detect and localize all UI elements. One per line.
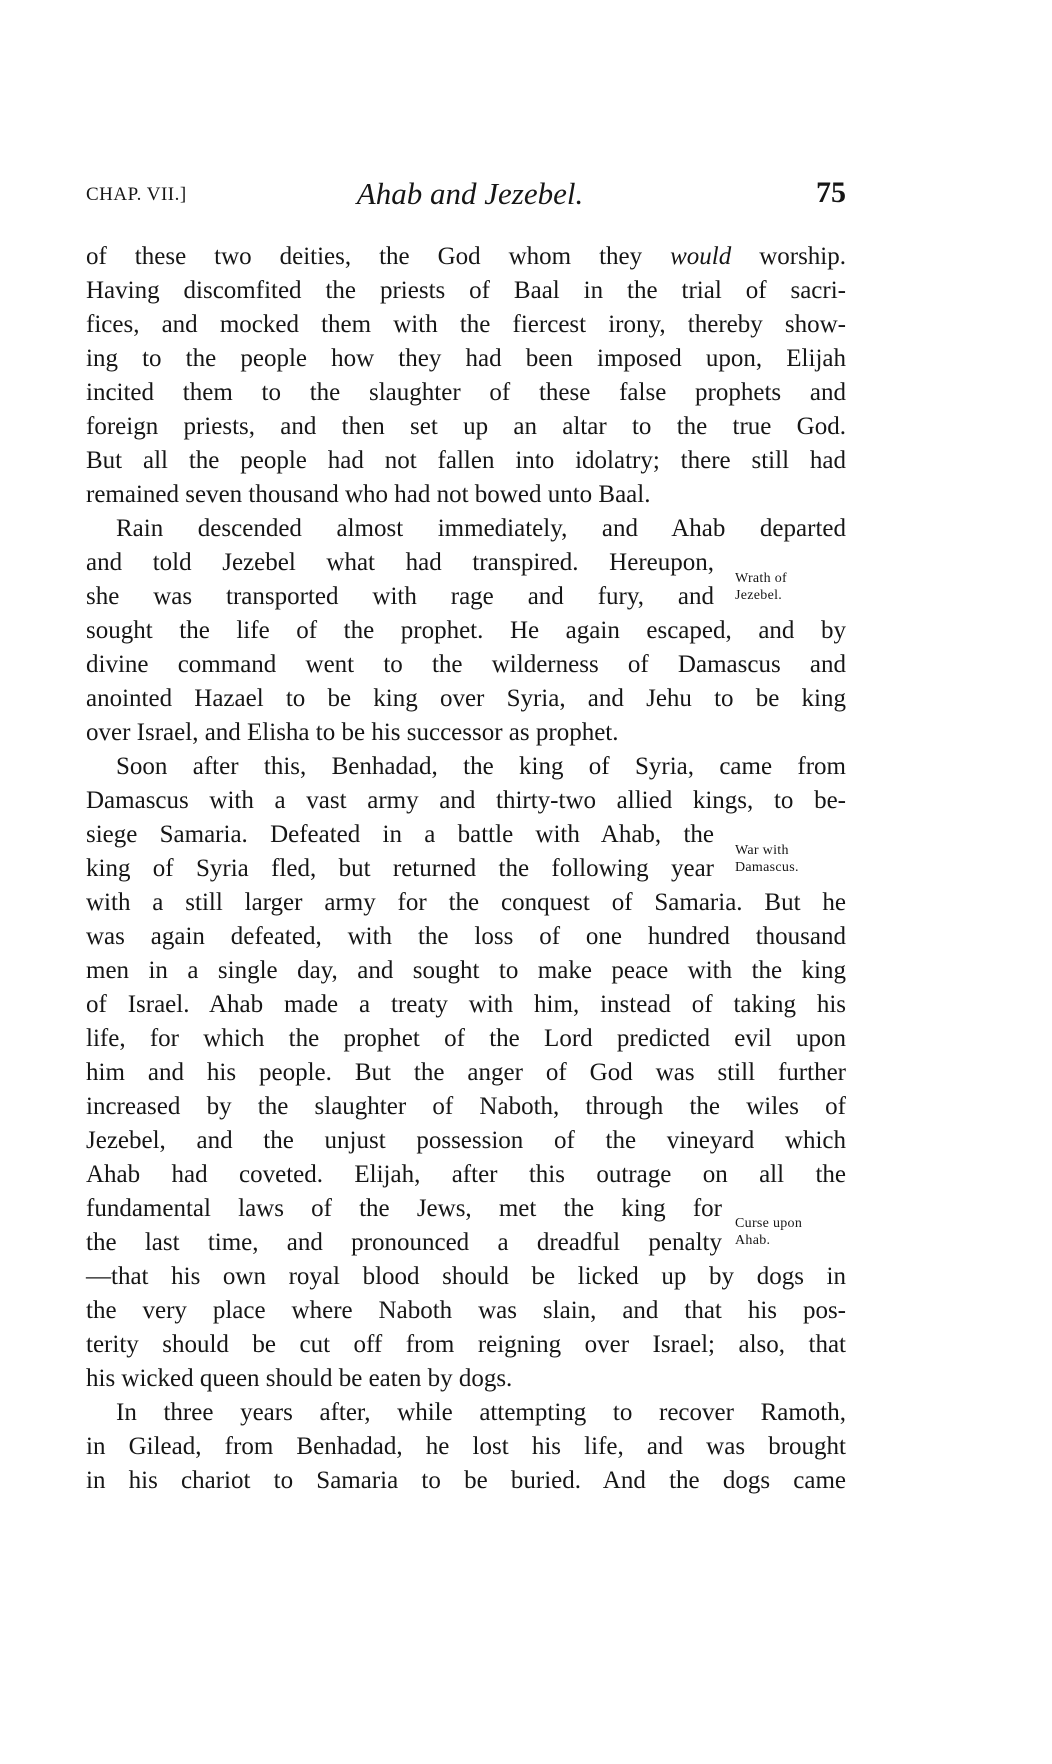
margin-note-war bbox=[735, 842, 799, 876]
text-line: Ahab had coveted. Elijah, after this outrage on all the bbox=[86, 1161, 846, 1188]
running-header bbox=[86, 176, 846, 216]
text-line: in his chariot to Samaria to be buried. And the dogs came bbox=[86, 1467, 846, 1494]
text-line: life, for which the prophet of the Lord predicted evil upon bbox=[86, 1025, 846, 1052]
text-line: siege Samaria. Defeated in a battle with Ahab, the bbox=[86, 821, 714, 848]
page-title: Ahab and Jezebel. bbox=[356, 176, 584, 211]
text-line: over Israel, and Elisha to be his successor as prophet. bbox=[86, 719, 619, 746]
margin-note-line: Wrath of bbox=[735, 571, 787, 586]
text-line: But all the people had not fallen into idolatry; there still had bbox=[86, 447, 846, 474]
text-line: anointed Hazael to be king over Syria, and Jehu to be king bbox=[86, 685, 846, 712]
text-line: incited them to the slaughter of these false prophets and bbox=[86, 379, 846, 406]
text-line: Soon after this, Benhadad, the king of Syria, came from bbox=[116, 753, 846, 780]
margin-note-line: Jezebel. bbox=[735, 588, 783, 603]
text-line: she was transported with rage and fury, and bbox=[86, 583, 714, 610]
margin-note-line: Damascus. bbox=[735, 860, 799, 875]
page-number: 75 bbox=[816, 176, 846, 209]
text-line: sought the life of the prophet. He again escaped, and by bbox=[86, 617, 846, 644]
text-line: Rain descended almost immediately, and Ahab departed bbox=[116, 515, 846, 542]
text-line: ing to the people how they had been imposed upon, Elijah bbox=[86, 345, 846, 372]
text-line: fices, and mocked them with the fiercest irony, thereby show- bbox=[86, 311, 846, 338]
chapter-label: CHAP. VII.] bbox=[86, 184, 187, 205]
text-line: foreign priests, and then set up an altar to the true God. bbox=[86, 413, 846, 440]
margin-note-line: Ahab. bbox=[735, 1233, 771, 1248]
margin-note-line: Curse upon bbox=[735, 1216, 803, 1231]
text-line: his wicked queen should be eaten by dogs. bbox=[86, 1365, 513, 1392]
text-line: terity should be cut off from reigning over Israel; also, that bbox=[86, 1331, 846, 1358]
text-line: —that his own royal blood should be licked up by dogs in bbox=[86, 1263, 846, 1290]
text-line: in Gilead, from Benhadad, he lost his life, and was brought bbox=[86, 1433, 846, 1460]
text-line: and told Jezebel what had transpired. Hereupon, bbox=[86, 549, 714, 576]
margin-note-wrath bbox=[735, 570, 787, 604]
body-text bbox=[86, 240, 846, 1498]
text-line: king of Syria fled, but returned the following year bbox=[86, 855, 714, 882]
text-line: In three years after, while attempting to recover Ramoth, bbox=[116, 1399, 846, 1426]
text-line: of these two deities, the God whom they would worship. bbox=[86, 243, 846, 270]
text-line: was again defeated, with the loss of one hundred thousand bbox=[86, 923, 846, 950]
text-line: the last time, and pronounced a dreadful penalty bbox=[86, 1229, 722, 1256]
text-line: remained seven thousand who had not bowed unto Baal. bbox=[86, 481, 651, 508]
text-line: Jezebel, and the unjust possession of the vineyard which bbox=[86, 1127, 846, 1154]
text-line: Damascus with a vast army and thirty-two allied kings, to be- bbox=[86, 787, 846, 814]
text-line: fundamental laws of the Jews, met the king for bbox=[86, 1195, 722, 1222]
text-line: the very place where Naboth was slain, and that his pos- bbox=[86, 1297, 846, 1324]
emphasis-word: would bbox=[670, 243, 732, 270]
text-line: divine command went to the wilderness of Damascus and bbox=[86, 651, 846, 678]
margin-note-line: War with bbox=[735, 843, 789, 858]
text-line: with a still larger army for the conquest of Samaria. But he bbox=[86, 889, 846, 916]
text-line: of Israel. Ahab made a treaty with him, instead of taking his bbox=[86, 991, 846, 1018]
text-line: men in a single day, and sought to make peace with the king bbox=[86, 957, 846, 984]
text-line: him and his people. But the anger of God was still further bbox=[86, 1059, 846, 1086]
text-line: Having discomfited the priests of Baal in the trial of sacri- bbox=[86, 277, 846, 304]
text-line: increased by the slaughter of Naboth, through the wiles of bbox=[86, 1093, 846, 1120]
margin-note-curse bbox=[735, 1215, 802, 1249]
